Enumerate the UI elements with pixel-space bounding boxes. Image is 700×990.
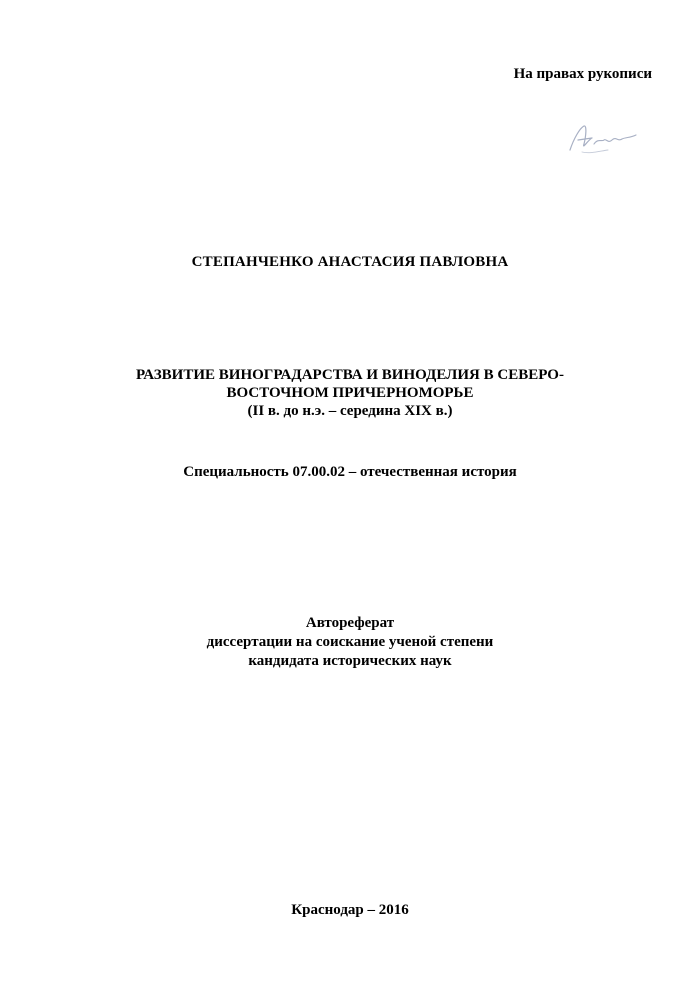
specialty-line: Специальность 07.00.02 – отечественная история xyxy=(183,464,517,480)
author-name: СТЕПАНЧЕНКО АНАСТАСИЯ ПАВЛОВНА xyxy=(191,254,509,270)
dissertation-title xyxy=(0,366,700,420)
title-line-1: РАЗВИТИЕ ВИНОГРАДАРСТВА И ВИНОДЕЛИЯ В СЕВЕРО- xyxy=(136,367,564,383)
abstract-description xyxy=(0,614,700,671)
title-line-2: ВОСТОЧНОМ ПРИЧЕРНОМОРЬЕ xyxy=(226,385,474,401)
abstract-line-2: диссертации на соискание ученой степени xyxy=(206,634,494,650)
abstract-line-3: кандидата исторических наук xyxy=(248,653,452,669)
rights-note: На правах рукописи xyxy=(513,66,652,82)
title-line-3: (II в. до н.э. – середина XIX в.) xyxy=(247,403,453,419)
place-and-year: Краснодар – 2016 xyxy=(291,902,409,918)
signature-image xyxy=(560,110,650,170)
abstract-line-1: Автореферат xyxy=(305,615,395,631)
